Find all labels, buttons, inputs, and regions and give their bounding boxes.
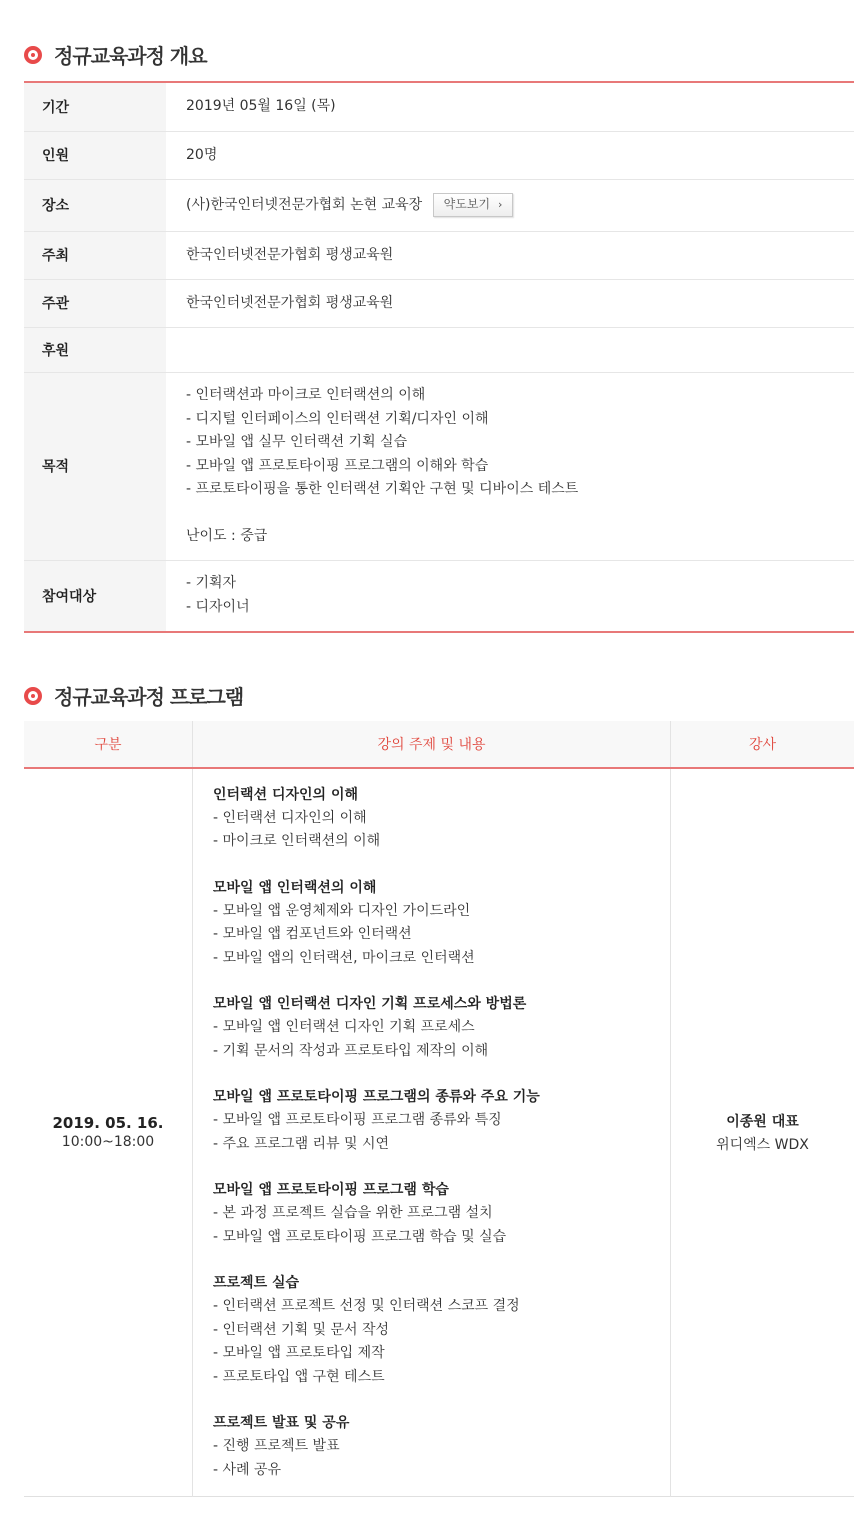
list-item: - 인터랙션과 마이크로 인터랙션의 이해 [186, 387, 426, 404]
block-item: - 본 과정 프로젝트 실습을 위한 프로그램 설치 [213, 1205, 493, 1221]
place-value: (사)한국인터넷전문가협회 논현 교육장 [186, 197, 423, 213]
block-title: 프로젝트 실습 [213, 1275, 300, 1291]
host-value: 한국인터넷전문가협회 평생교육원 [166, 231, 854, 279]
program-title: 정규교육과정 프로그램 [54, 685, 244, 709]
list-item: - 기획자 [186, 575, 237, 592]
purpose-list [186, 384, 854, 502]
program-section-title [24, 681, 243, 710]
block-item: - 모바일 앱 운영체제와 디자인 가이드라인 [213, 902, 471, 919]
purpose-cell [166, 372, 854, 560]
block-item: - 프로토타입 앱 구현 테스트 [213, 1368, 385, 1385]
overview-row-sponsor [24, 327, 854, 372]
organizer-value: 한국인터넷전문가협회 평생교육원 [166, 279, 854, 327]
list-item: - 프로토타이핑을 통한 인터랙션 기획안 구현 및 디바이스 테스트 [186, 481, 579, 498]
chevron-right-icon: › [498, 198, 503, 211]
place-label: 장소 [24, 179, 166, 231]
program-header-row [24, 721, 854, 768]
program-date: 2019. 05. 16. [52, 1114, 164, 1133]
block-item: - 인터랙션 프로젝트 선정 및 인터랙션 스코프 결정 [213, 1298, 520, 1314]
bullet-circle-icon [24, 687, 42, 705]
overview-row-target [24, 560, 854, 632]
block-item: - 모바일 앱 프로토타입 제작 [213, 1345, 385, 1361]
block-item: - 모바일 앱 컴포넌트와 인터랙션 [213, 926, 412, 942]
program-block [213, 1411, 652, 1482]
block-item: - 모바일 앱 인터랙션 디자인 기획 프로세스 [213, 1019, 475, 1035]
overview-row-people [24, 131, 854, 179]
list-item: - 모바일 앱 프로토타이핑 프로그램의 이해와 학습 [186, 457, 489, 474]
organizer-label: 주관 [24, 279, 166, 327]
period-label: 기간 [24, 82, 166, 131]
program-block [213, 992, 652, 1063]
block-item: - 마이크로 인터랙션의 이해 [213, 833, 381, 849]
instructor-cell [671, 768, 855, 1496]
category-header: 구분 [24, 721, 193, 768]
overview-row-period [24, 82, 854, 131]
block-title: 모바일 앱 프로토타이핑 프로그램 학습 [213, 1182, 449, 1198]
period-value: 2019년 05월 16일 (목) [166, 82, 854, 131]
difficulty-text: 난이도 : 중급 [186, 527, 268, 544]
program-block [213, 876, 652, 971]
program-block [213, 1178, 652, 1249]
block-title: 모바일 앱 인터랙션의 이해 [213, 879, 377, 896]
overview-row-purpose [24, 372, 854, 560]
program-time: 10:00~18:00 [61, 1134, 155, 1151]
block-item: - 기획 문서의 작성과 프로토타입 제작의 이해 [213, 1042, 489, 1059]
list-item: - 디지털 인터페이스의 인터랙션 기획/디자인 이해 [186, 410, 489, 427]
block-title: 인터랙션 디자인의 이해 [213, 786, 358, 803]
bullet-circle-icon [24, 46, 42, 64]
overview-row-host [24, 231, 854, 279]
overview-title: 정규교육과정 개요 [54, 44, 207, 68]
program-row [24, 768, 854, 1496]
block-item: - 인터랙션 디자인의 이해 [213, 809, 367, 826]
block-title: 프로젝트 발표 및 공유 [213, 1415, 350, 1431]
date-cell [24, 768, 193, 1496]
host-label: 주최 [24, 231, 166, 279]
block-item: - 인터랙션 기획 및 문서 작성 [213, 1321, 390, 1338]
block-item: - 주요 프로그램 리뷰 및 시연 [213, 1135, 390, 1152]
map-view-label: 약도보기 [443, 197, 491, 211]
people-value: 20명 [166, 131, 854, 179]
content-header: 강의 주제 및 내용 [193, 721, 671, 768]
program-table [24, 721, 854, 1497]
target-cell [166, 560, 854, 632]
block-item: - 모바일 앱 프로토타이핑 프로그램 종류와 특징 [213, 1112, 502, 1128]
overview-section-title [24, 40, 207, 69]
program-block [213, 1271, 652, 1389]
target-label: 참여대상 [24, 560, 166, 632]
block-item: - 모바일 앱 프로토타이핑 프로그램 학습 및 실습 [213, 1228, 507, 1245]
instructor-name: 이종원 대표 [726, 1113, 799, 1130]
map-view-button[interactable] [433, 193, 514, 217]
people-label: 인원 [24, 131, 166, 179]
overview-row-place [24, 179, 854, 231]
sponsor-label: 후원 [24, 327, 166, 372]
content-cell [193, 768, 671, 1496]
instructor-company: 위디엑스 WDX [716, 1136, 809, 1153]
block-item: - 진행 프로젝트 발표 [213, 1438, 340, 1454]
place-cell [166, 179, 854, 231]
overview-table [24, 81, 854, 633]
block-item: - 사례 공유 [213, 1461, 282, 1478]
block-title: 모바일 앱 프로토타이핑 프로그램의 종류와 주요 기능 [213, 1089, 540, 1105]
sponsor-value [166, 327, 854, 372]
instructor-header: 강사 [671, 721, 855, 768]
block-item: - 모바일 앱의 인터랙션, 마이크로 인터랙션 [213, 949, 475, 966]
list-item: - 모바일 앱 실무 인터랙션 기획 실습 [186, 434, 408, 451]
list-item: - 디자이너 [186, 598, 250, 615]
program-block [213, 1085, 652, 1156]
target-list [186, 572, 854, 619]
overview-row-organizer [24, 279, 854, 327]
purpose-label: 목적 [24, 372, 166, 560]
program-block [213, 783, 652, 854]
block-title: 모바일 앱 인터랙션 디자인 기획 프로세스와 방법론 [213, 996, 527, 1012]
